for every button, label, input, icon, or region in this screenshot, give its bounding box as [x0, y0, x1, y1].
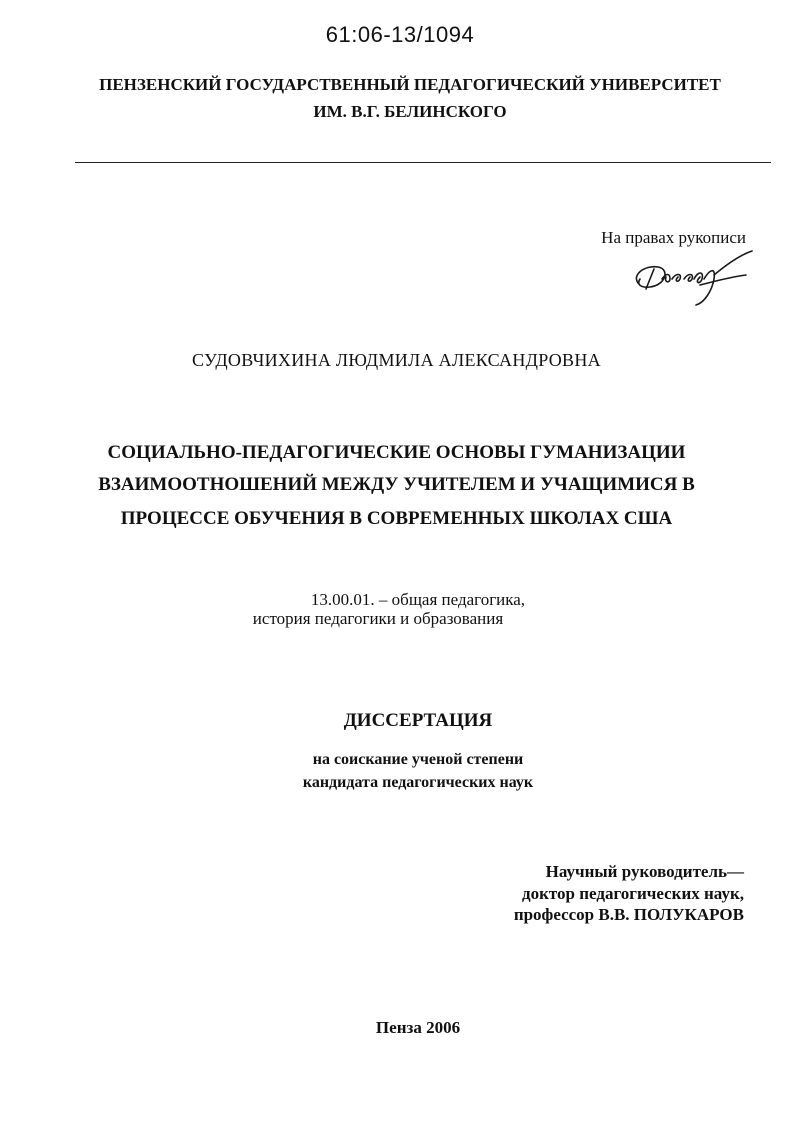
- dissertation-title-line-1: СОЦИАЛЬНО-ПЕДАГОГИЧЕСКИЕ ОСНОВЫ ГУМАНИЗАЦИИ: [107, 442, 686, 463]
- header-divider: [75, 162, 771, 163]
- city-year: Пенза 2006: [375, 1018, 461, 1037]
- specialty-code: 13.00.01. – общая педагогика,: [310, 590, 526, 609]
- archive-code: 61:06-13/1094: [325, 22, 475, 47]
- author-name: СУДОВЧИХИНА ЛЮДМИЛА АЛЕКСАНДРОВНА: [192, 350, 601, 370]
- degree-name: кандидата педагогических наук: [302, 774, 534, 791]
- manuscript-rights-note: На правах рукописи: [601, 228, 746, 247]
- specialty-name: история педагогики и образования: [252, 609, 504, 628]
- advisor-degree: доктор педагогических наук,: [522, 884, 744, 903]
- advisor-label: Научный руководитель—: [545, 862, 744, 881]
- dissertation-title-line-3: ПРОЦЕССЕ ОБУЧЕНИЯ В СОВРЕМЕННЫХ ШКОЛАХ США: [120, 508, 673, 529]
- university-name: ПЕНЗЕНСКИЙ ГОСУДАРСТВЕННЫЙ ПЕДАГОГИЧЕСКИЙ УНИВЕРСИТЕТ: [99, 75, 721, 94]
- handwritten-signature: [630, 245, 760, 310]
- university-name-suffix: ИМ. В.Г. БЕЛИНСКОГО: [313, 102, 507, 121]
- dissertation-title-line-2: ВЗАИМООТНОШЕНИЙ МЕЖДУ УЧИТЕЛЕМ И УЧАЩИМИСЯ В: [98, 474, 695, 495]
- degree-purpose: на соискание ученой степени: [312, 751, 524, 768]
- advisor-name: профессор В.В. ПОЛУКАРОВ: [513, 905, 744, 924]
- document-type: ДИССЕРТАЦИЯ: [343, 710, 493, 731]
